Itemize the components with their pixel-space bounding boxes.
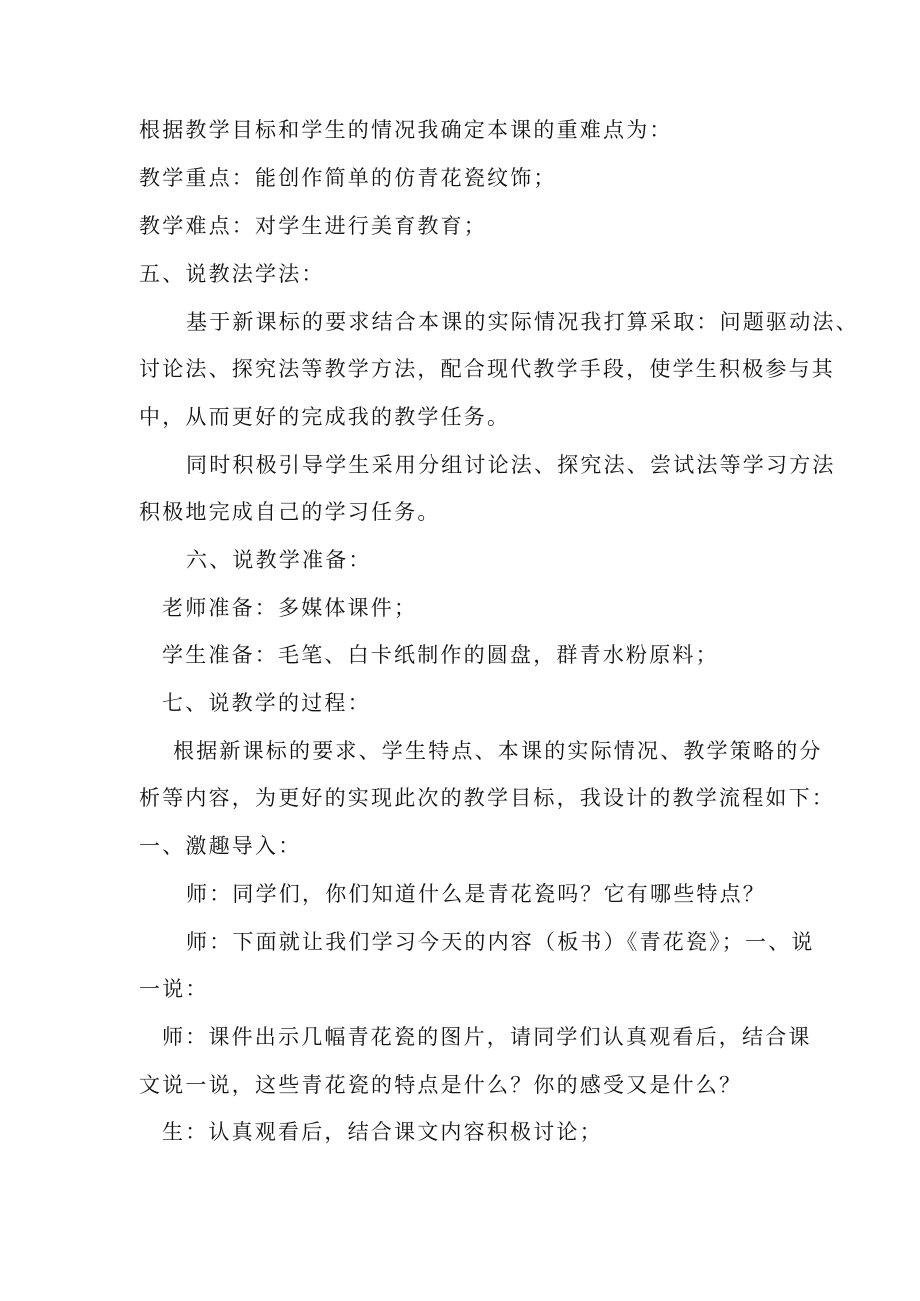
text-line: 师：同学们，你们知道什么是青花瓷吗？它有哪些特点？: [186, 882, 766, 906]
section-heading: 一、激趣导入：: [139, 834, 302, 858]
text-line: 文说一说，这些青花瓷的特点是什么？你的感受又是什么？: [139, 1073, 743, 1097]
text-line: 师：下面就让我们学习今天的内容（板书）《青花瓷》；一、说: [186, 930, 815, 954]
text-line: 析等内容，为更好的实现此次的教学目标，我设计的教学流程如下：: [139, 786, 835, 810]
text-line: 积极地完成自己的学习任务。: [139, 500, 441, 524]
section-heading: 五、说教法学法：: [139, 262, 325, 286]
text-line: 学生准备：毛笔、白卡纸制作的圆盘，群青水粉原料；: [162, 643, 719, 667]
text-line: 教学重点：能创作简单的仿青花瓷纹饰；: [139, 166, 557, 190]
text-line: 教学难点：对学生进行美育教育；: [139, 214, 487, 238]
section-heading: 六、说教学准备：: [186, 548, 372, 572]
text-line: 老师准备：多媒体课件；: [162, 596, 418, 620]
text-line: 讨论法、探究法等教学方法，配合现代教学手段，使学生积极参与其: [139, 357, 835, 381]
section-heading: 七、说教学的过程：: [162, 691, 371, 715]
text-line: 一说：: [139, 977, 209, 1001]
text-line: 同时积极引导学生采用分组讨论法、探究法、尝试法等学习方法: [186, 453, 836, 477]
text-line: 师：课件出示几幅青花瓷的图片，请同学们认真观看后，结合课: [162, 1025, 812, 1049]
text-line: 生：认真观看后，结合课文内容积极讨论；: [162, 1120, 603, 1144]
text-line: 根据新课标的要求、学生特点、本课的实际情况、教学策略的分: [173, 739, 823, 763]
text-line: 根据教学目标和学生的情况我确定本课的重难点为：: [139, 118, 673, 142]
text-line: 中，从而更好的完成我的教学任务。: [139, 405, 511, 429]
text-line: 基于新课标的要求结合本课的实际情况我打算采取：问题驱动法、: [186, 310, 859, 334]
